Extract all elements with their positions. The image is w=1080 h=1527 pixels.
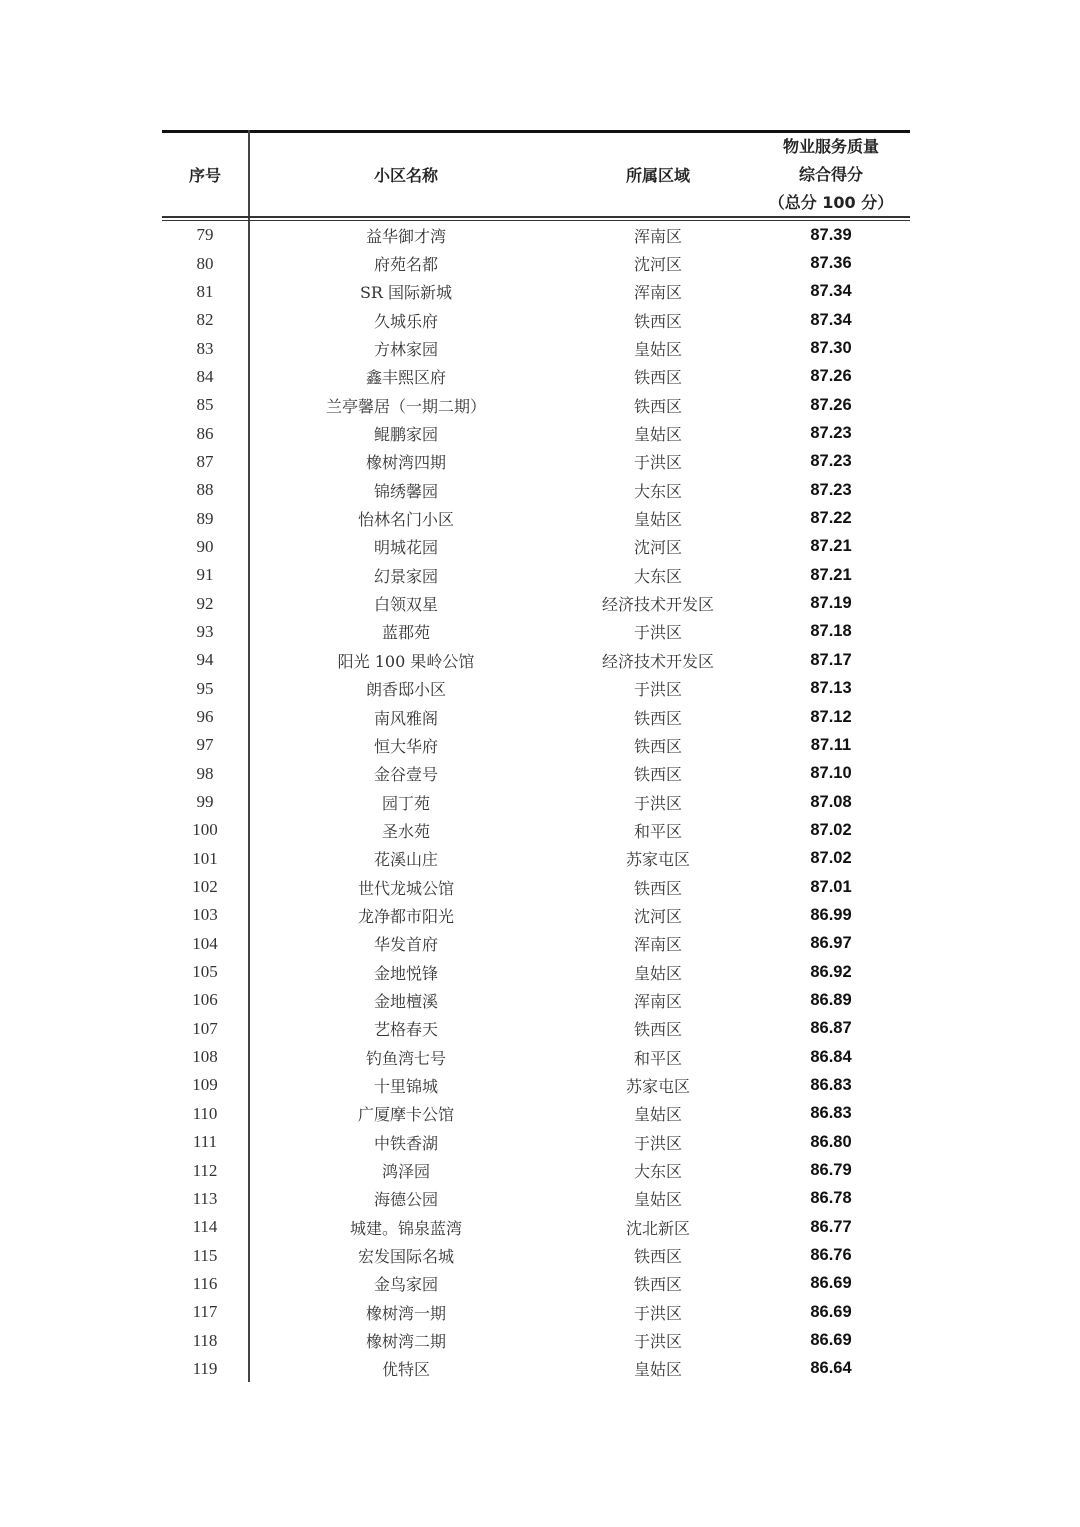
community-name: 鑫丰熙区府 [365, 368, 446, 388]
community-name: 幻景家园 [373, 566, 438, 586]
table-row [162, 363, 910, 391]
table-row [162, 1270, 910, 1298]
community-name: 兰亭馨居（一期二期） [325, 396, 486, 416]
district: 皇姑区 [633, 1105, 682, 1125]
district: 铁西区 [633, 1020, 682, 1040]
community-name: 中铁香湖 [373, 1133, 438, 1153]
row-number: 104 [192, 933, 218, 953]
header-name-label: 小区名称 [373, 166, 438, 185]
row-number: 107 [192, 1018, 218, 1038]
table-row [162, 1015, 910, 1043]
score-value: 87.17 [810, 650, 852, 669]
score-value: 86.69 [810, 1331, 852, 1350]
table-row [162, 221, 910, 249]
table-row [162, 448, 910, 476]
table-row [162, 816, 910, 844]
row-number: 94 [196, 650, 214, 670]
row-number: 110 [192, 1103, 218, 1123]
community-name: 府苑名都 [373, 255, 438, 275]
district: 铁西区 [633, 1275, 682, 1295]
community-name: 橡树湾二期 [365, 1332, 446, 1352]
district: 于洪区 [633, 453, 682, 473]
table-header [162, 133, 910, 216]
score-value: 86.76 [810, 1246, 852, 1265]
district: 苏家屯区 [625, 1076, 690, 1096]
community-name: 十里锦城 [373, 1076, 438, 1096]
community-name: 世代龙城公馆 [357, 878, 454, 898]
row-number: 101 [192, 848, 218, 868]
row-number: 106 [192, 990, 218, 1010]
community-name: 橡树湾四期 [365, 453, 446, 473]
score-value: 87.23 [810, 424, 852, 443]
row-number: 109 [192, 1075, 218, 1095]
community-name: 朗香邸小区 [365, 680, 446, 700]
score-value: 87.19 [810, 594, 852, 613]
table-row [162, 873, 910, 901]
table-row [162, 306, 910, 334]
table-row [162, 589, 910, 617]
district: 铁西区 [633, 396, 682, 416]
row-number: 97 [196, 735, 214, 755]
table-row [162, 1043, 910, 1071]
table-row [162, 845, 910, 873]
community-name: 圣水苑 [381, 821, 430, 841]
table-row [162, 504, 910, 532]
row-number: 88 [196, 480, 214, 500]
header-score [752, 133, 910, 216]
community-name: 优特区 [381, 1360, 430, 1380]
table-row [162, 476, 910, 504]
row-number: 91 [196, 565, 214, 585]
table-row [162, 419, 910, 447]
row-number: 99 [196, 792, 214, 812]
header-area [572, 133, 744, 216]
row-number: 118 [192, 1330, 218, 1350]
header-score-line1: 物业服务质量 [782, 136, 879, 156]
district: 大东区 [633, 1162, 682, 1182]
row-number: 100 [192, 820, 218, 840]
community-name: 海德公园 [373, 1190, 438, 1210]
community-name: 金地悦锋 [373, 963, 438, 983]
district: 浑南区 [633, 991, 682, 1011]
table-row [162, 1128, 910, 1156]
row-number: 113 [192, 1188, 218, 1208]
row-number: 112 [192, 1160, 218, 1180]
table-row [162, 788, 910, 816]
district: 皇姑区 [633, 1190, 682, 1210]
district: 沈河区 [633, 906, 682, 926]
table-row [162, 561, 910, 589]
community-name: 金鸟家园 [373, 1275, 438, 1295]
score-value: 86.92 [810, 962, 852, 981]
row-number: 79 [196, 225, 214, 245]
row-number: 116 [192, 1273, 218, 1293]
table-row [162, 958, 910, 986]
district: 于洪区 [633, 793, 682, 813]
score-value: 87.26 [810, 367, 852, 386]
score-value: 87.18 [810, 622, 852, 641]
table-row [162, 1213, 910, 1241]
row-number: 85 [196, 395, 214, 415]
district: 铁西区 [633, 765, 682, 785]
header-score-line2: 综合得分 [798, 164, 863, 184]
row-number: 114 [192, 1217, 218, 1237]
district: 于洪区 [633, 623, 682, 643]
community-name: 久城乐府 [373, 311, 438, 331]
score-value: 86.79 [810, 1161, 852, 1180]
district: 和平区 [633, 821, 682, 841]
district: 皇姑区 [633, 340, 682, 360]
row-number: 117 [192, 1302, 218, 1322]
score-value: 86.64 [810, 1359, 852, 1378]
table-row [162, 675, 910, 703]
district: 铁西区 [633, 736, 682, 756]
score-value: 86.69 [810, 1274, 852, 1293]
community-name: 鲲鹏家园 [373, 425, 438, 445]
score-value: 86.83 [810, 1075, 852, 1094]
district: 沈河区 [633, 255, 682, 275]
row-number: 103 [192, 905, 218, 925]
table-row [162, 1326, 910, 1354]
community-name: 阳光 100 果岭公馆 [337, 651, 475, 671]
community-name: 金谷壹号 [373, 765, 438, 785]
district: 于洪区 [633, 680, 682, 700]
row-number: 93 [196, 621, 214, 641]
row-number: 119 [192, 1358, 218, 1378]
row-number: 96 [196, 707, 214, 727]
score-value: 86.89 [810, 990, 852, 1009]
header-score-line3: （总分 100 分） [768, 192, 894, 212]
community-name: 白领双星 [373, 595, 438, 615]
community-name: 城建。锦泉蓝湾 [349, 1218, 462, 1238]
row-number: 115 [192, 1245, 218, 1265]
header-area-label: 所属区域 [625, 166, 690, 185]
community-name: 艺格春天 [373, 1020, 438, 1040]
district: 铁西区 [633, 878, 682, 898]
score-value: 87.30 [810, 339, 852, 358]
score-value: 86.77 [810, 1217, 852, 1236]
district: 经济技术开发区 [601, 651, 714, 671]
table-row [162, 901, 910, 929]
score-value: 87.12 [810, 707, 852, 726]
table-row [162, 1071, 910, 1099]
table-row [162, 1298, 910, 1326]
row-number: 92 [196, 593, 214, 613]
community-name: 华发首府 [373, 935, 438, 955]
community-name: 园丁苑 [381, 793, 430, 813]
district: 皇姑区 [633, 510, 682, 530]
score-value: 87.22 [810, 509, 852, 528]
score-value: 87.21 [810, 565, 852, 584]
district: 沈河区 [633, 538, 682, 558]
row-number: 95 [196, 678, 214, 698]
score-value: 87.34 [810, 310, 852, 329]
table-row [162, 760, 910, 788]
score-value: 87.02 [810, 849, 852, 868]
header-no-label: 序号 [188, 166, 221, 185]
row-number: 90 [196, 536, 214, 556]
district: 皇姑区 [633, 1360, 682, 1380]
table-row [162, 1355, 910, 1383]
row-number: 102 [192, 877, 218, 897]
row-number: 105 [192, 962, 218, 982]
district: 浑南区 [633, 283, 682, 303]
table-row [162, 1100, 910, 1128]
table-row [162, 249, 910, 277]
score-value: 87.11 [810, 735, 852, 754]
row-number: 87 [196, 451, 214, 471]
district: 大东区 [633, 481, 682, 501]
row-number: 83 [196, 338, 214, 358]
district: 于洪区 [633, 1303, 682, 1323]
row-number: 108 [192, 1047, 218, 1067]
community-name: 橡树湾一期 [365, 1303, 446, 1323]
community-name: 钓鱼湾七号 [365, 1048, 446, 1068]
score-value: 87.23 [810, 452, 852, 471]
table-row [162, 278, 910, 306]
table-row [162, 930, 910, 958]
community-name: 鸿泽园 [381, 1162, 430, 1182]
score-value: 87.36 [810, 254, 852, 273]
district: 铁西区 [633, 708, 682, 728]
district: 于洪区 [633, 1332, 682, 1352]
district: 和平区 [633, 1048, 682, 1068]
community-name: 恒大华府 [373, 736, 438, 756]
score-value: 87.34 [810, 282, 852, 301]
score-value: 86.69 [810, 1302, 852, 1321]
table-row [162, 986, 910, 1014]
community-name: 龙净都市阳光 [357, 906, 454, 926]
district: 沈北新区 [625, 1218, 690, 1238]
table-row [162, 533, 910, 561]
row-number: 89 [196, 508, 214, 528]
score-value: 87.39 [810, 225, 852, 244]
header-rule-thick [162, 216, 910, 218]
row-number: 86 [196, 423, 214, 443]
table-body [162, 221, 910, 1383]
community-name: 南风雅阁 [373, 708, 438, 728]
community-name: SR 国际新城 [359, 283, 453, 303]
score-value: 86.97 [810, 934, 852, 953]
score-value: 86.78 [810, 1189, 852, 1208]
community-name: 金地檀溪 [373, 991, 438, 1011]
row-number: 98 [196, 763, 214, 783]
row-number: 84 [196, 366, 214, 386]
score-value: 86.83 [810, 1104, 852, 1123]
score-value: 87.02 [810, 820, 852, 839]
district: 浑南区 [633, 935, 682, 955]
row-number: 82 [196, 310, 214, 330]
table-row [162, 618, 910, 646]
score-value: 87.21 [810, 537, 852, 556]
district: 铁西区 [633, 311, 682, 331]
district: 浑南区 [633, 226, 682, 246]
community-name: 广厦摩卡公馆 [357, 1105, 454, 1125]
score-value: 86.99 [810, 905, 852, 924]
community-name: 蓝郡苑 [381, 623, 430, 643]
community-name: 明城花园 [373, 538, 438, 558]
score-value: 87.23 [810, 480, 852, 499]
row-number: 111 [192, 1132, 218, 1152]
score-value: 86.80 [810, 1132, 852, 1151]
district: 铁西区 [633, 368, 682, 388]
district: 皇姑区 [633, 425, 682, 445]
row-number: 80 [196, 253, 214, 273]
score-value: 87.26 [810, 395, 852, 414]
table-row [162, 391, 910, 419]
community-name: 怡林名门小区 [357, 510, 454, 530]
score-value: 86.87 [810, 1019, 852, 1038]
district: 大东区 [633, 566, 682, 586]
table-row [162, 1156, 910, 1184]
score-value: 87.01 [810, 877, 852, 896]
table-row [162, 731, 910, 759]
header-no [162, 133, 248, 216]
table-row [162, 703, 910, 731]
district: 苏家屯区 [625, 850, 690, 870]
score-value: 87.10 [810, 764, 852, 783]
score-value: 87.13 [810, 679, 852, 698]
community-name: 方林家园 [373, 340, 438, 360]
community-name: 宏发国际名城 [357, 1247, 454, 1267]
table-row [162, 1185, 910, 1213]
district: 经济技术开发区 [601, 595, 714, 615]
score-value: 86.84 [810, 1047, 852, 1066]
header-name [250, 133, 562, 216]
district: 于洪区 [633, 1133, 682, 1153]
table-row [162, 334, 910, 362]
community-name: 锦绣馨园 [373, 481, 438, 501]
table-row [162, 646, 910, 674]
community-name: 花溪山庄 [373, 850, 438, 870]
district: 皇姑区 [633, 963, 682, 983]
district: 铁西区 [633, 1247, 682, 1267]
table-row [162, 1241, 910, 1269]
row-number: 81 [196, 281, 214, 301]
score-value: 87.08 [810, 792, 852, 811]
community-name: 益华御才湾 [365, 226, 446, 246]
